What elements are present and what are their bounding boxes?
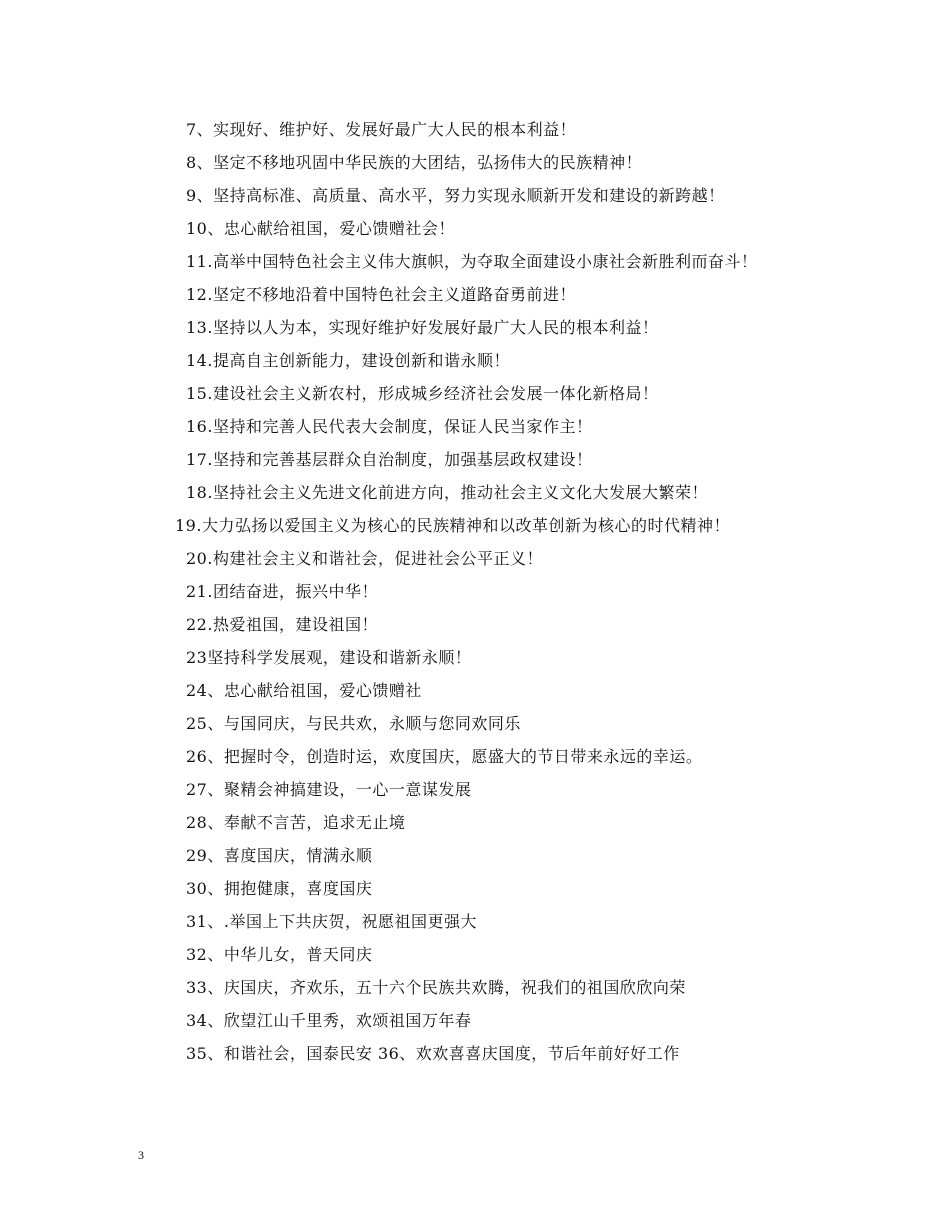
list-item: 19.大力弘扬以爱国主义为核心的民族精神和以改革创新为核心的时代精神！ [175,516,730,535]
list-item: 23坚持科学发展观，建设和谐新永顺！ [186,648,472,667]
list-item: 15.建设社会主义新农村，形成城乡经济社会发展一体化新格局！ [186,384,659,403]
page-number: 3 [138,1148,144,1162]
list-item: 34、欣望江山千里秀，欢颂祖国万年春 [186,1011,472,1030]
list-item: 31、.举国上下共庆贺，祝愿祖国更强大 [186,912,477,931]
list-item: 33、庆国庆，齐欢乐，五十六个民族共欢腾，祝我们的祖国欣欣向荣 [186,978,686,997]
list-item: 28、奉献不言苦，追求无止境 [186,813,406,832]
list-item: 25、与国同庆，与民共欢，永顺与您同欢同乐 [186,714,521,733]
list-item: 8、坚定不移地巩固中华民族的大团结，弘扬伟大的民族精神！ [186,153,643,172]
list-item: 22.热爱祖国，建设祖国！ [186,615,378,634]
list-item: 7、实现好、维护好、发展好最广大人民的根本利益！ [186,120,577,139]
list-item: 21.团结奋进，振兴中华！ [186,582,378,601]
list-item: 27、聚精会神搞建设，一心一意谋发展 [186,780,472,799]
list-item: 13.坚持以人为本，实现好维护好发展好最广大人民的根本利益！ [186,318,659,337]
list-item: 18.坚持社会主义先进文化前进方向，推动社会主义文化大发展大繁荣！ [186,483,708,502]
list-item: 29、喜度国庆，情满永顺 [186,846,373,865]
list-item: 20.构建社会主义和谐社会，促进社会公平正义！ [186,549,543,568]
list-item: 24、忠心献给祖国，爱心馈赠社 [186,681,422,700]
list-item: 14.提高自主创新能力，建设创新和谐永顺！ [186,351,510,370]
list-item: 16.坚持和完善人民代表大会制度，保证人民当家作主！ [186,417,593,436]
list-item: 12.坚定不移地沿着中国特色社会主义道路奋勇前进！ [186,285,576,304]
list-item: 17.坚持和完善基层群众自治制度，加强基层政权建设！ [186,450,593,469]
list-item: 35、和谐社会，国泰民安 36、欢欢喜喜庆国度，节后年前好好工作 [186,1044,680,1063]
list-item: 9、坚持高标准、高质量、高水平，努力实现永顺新开发和建设的新跨越！ [186,186,725,205]
list-item: 30、拥抱健康，喜度国庆 [186,879,373,898]
list-item: 26、把握时令，创造时运，欢度国庆，愿盛大的节日带来永远的幸运。 [186,747,703,766]
list-item: 32、中华儿女，普天同庆 [186,945,373,964]
list-item: 10、忠心献给祖国，爱心馈赠社会！ [186,219,455,238]
list-item: 11.高举中国特色社会主义伟大旗帜，为夺取全面建设小康社会新胜利而奋斗！ [186,252,758,271]
